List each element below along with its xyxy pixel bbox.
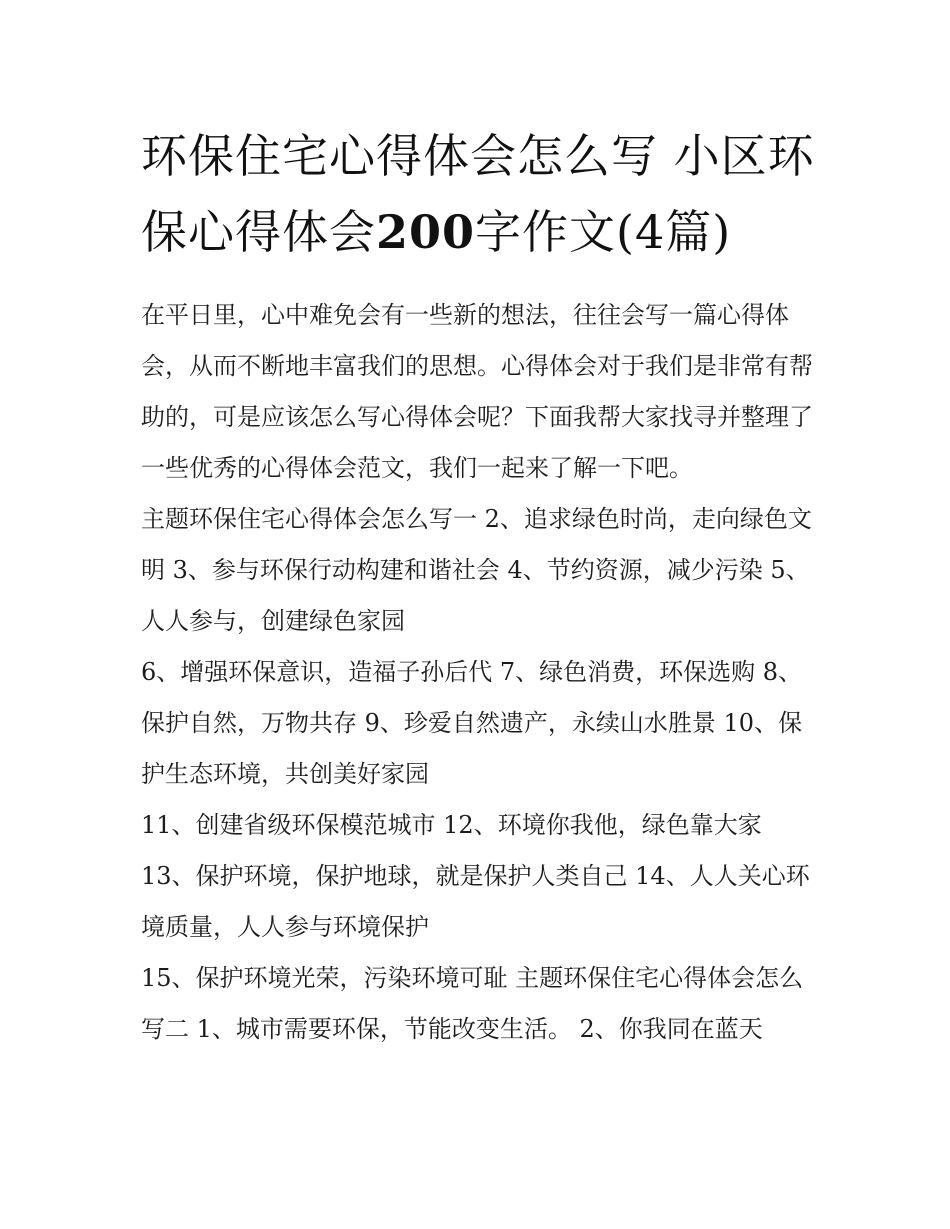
slogan-paragraph-2: 6、增强环保意识，造福子孙后代 7、绿色消费，环保选购 8、保护自然，万物共存 9、珍爱自然遗产，永续山水胜景 10、保护生态环境，共创美好家园 [141,658,803,788]
document-page [141,118,821,1055]
slogan-paragraph-4: 15、保护环境光荣，污染环境可耻 主题环保住宅心得体会怎么写二 1、城市需要环保，节能改变生活。 2、你我同在蓝天 [141,964,804,1043]
document-title [141,118,821,270]
slogan-paragraph-3: 11、创建省级环保模范城市 12、环境你我他，绿色靠大家 13、保护环境，保护地球，就是保护人类自己 14、人人关心环境质量，人人参与环境保护 [141,811,810,941]
title-part-1: 环保住宅心得体会怎么写 小区环保心得体会 [141,129,815,259]
slogan-paragraph-1: 主题环保住宅心得体会怎么写一 2、追求绿色时尚，走向绿色文明 3、参与环保行动构建和谐社会 4、节约资源，减少污染 5、人人参与，创建绿色家园 [141,505,812,635]
title-part-2: 200 [376,205,476,259]
intro-paragraph: 在平日里，心中难免会有一些新的想法，往往会写一篇心得体会，从而不断地丰富我们的思想。心得体会对于我们是非常有帮助的，可是应该怎么写心得体会呢？下面我帮大家找寻并整理了一些优秀的心得体会范文，我们一起来了解一下吧。 [141,301,813,482]
title-part-3: 字作文(4篇) [475,205,732,259]
document-body [141,290,821,1055]
